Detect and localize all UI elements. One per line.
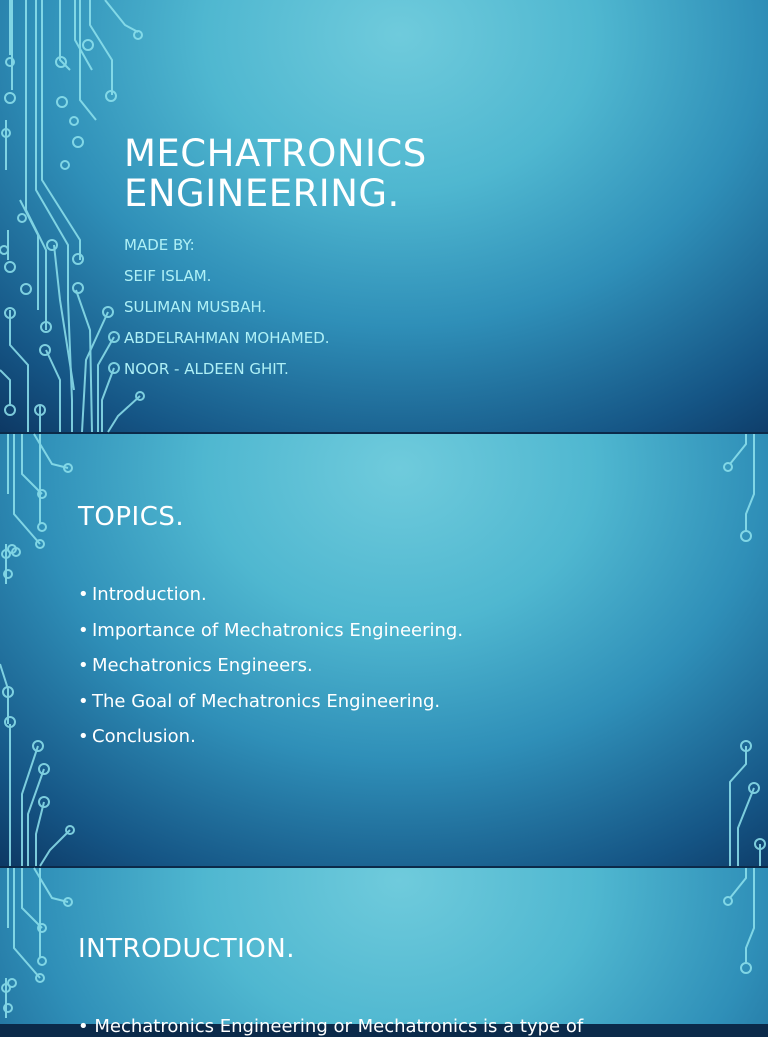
- slide-introduction: [0, 868, 768, 1037]
- authors-made-by: MADE BY:: [124, 236, 195, 254]
- list-item: [78, 726, 463, 762]
- authors-list: [124, 234, 330, 389]
- introduction-body-text: [78, 1016, 583, 1037]
- author-name: SULIMAN MUSBAH.: [124, 298, 267, 316]
- list-item-text: The Goal of Mechatronics Engineering.: [92, 690, 441, 712]
- circuit-decoration-left: [0, 868, 90, 1024]
- author-name: NOOR - ALDEEN GHIT.: [124, 360, 289, 378]
- list-item-text: Conclusion.: [92, 726, 196, 747]
- topics-heading: TOPICS.: [78, 502, 185, 532]
- bullet-icon: •: [78, 726, 89, 747]
- slide-topics: [0, 434, 768, 866]
- circuit-decoration-right: [708, 434, 768, 866]
- list-item-text: Importance of Mechatronics Engineering.: [92, 619, 464, 641]
- author-name: SEIF ISLAM.: [124, 267, 212, 285]
- list-item: [78, 655, 463, 691]
- topics-list: [78, 584, 463, 762]
- list-item: [78, 691, 463, 727]
- bullet-icon: •: [78, 655, 89, 676]
- list-item: [78, 620, 463, 656]
- list-item-text: Mechatronics Engineers.: [92, 655, 313, 676]
- introduction-heading: INTRODUCTION.: [78, 934, 295, 964]
- bullet-icon: •: [78, 619, 89, 641]
- introduction-body-partial: Mechatronics Engineering or Mechatronics is a type of: [94, 1016, 584, 1037]
- bullet-icon: •: [78, 1016, 95, 1037]
- author-name: ABDELRAHMAN MOHAMED.: [124, 329, 330, 347]
- bullet-icon: •: [78, 584, 89, 605]
- bullet-icon: •: [78, 690, 89, 712]
- title-line-1: MECHATRONICS: [124, 132, 427, 175]
- list-item-text: Introduction.: [92, 584, 207, 605]
- circuit-decoration-left: [0, 434, 90, 866]
- slide-title: [0, 0, 768, 432]
- presentation-title: [124, 134, 427, 214]
- list-item: [78, 584, 463, 620]
- title-line-2: ENGINEERING.: [124, 172, 400, 215]
- circuit-decoration-right: [708, 868, 768, 1024]
